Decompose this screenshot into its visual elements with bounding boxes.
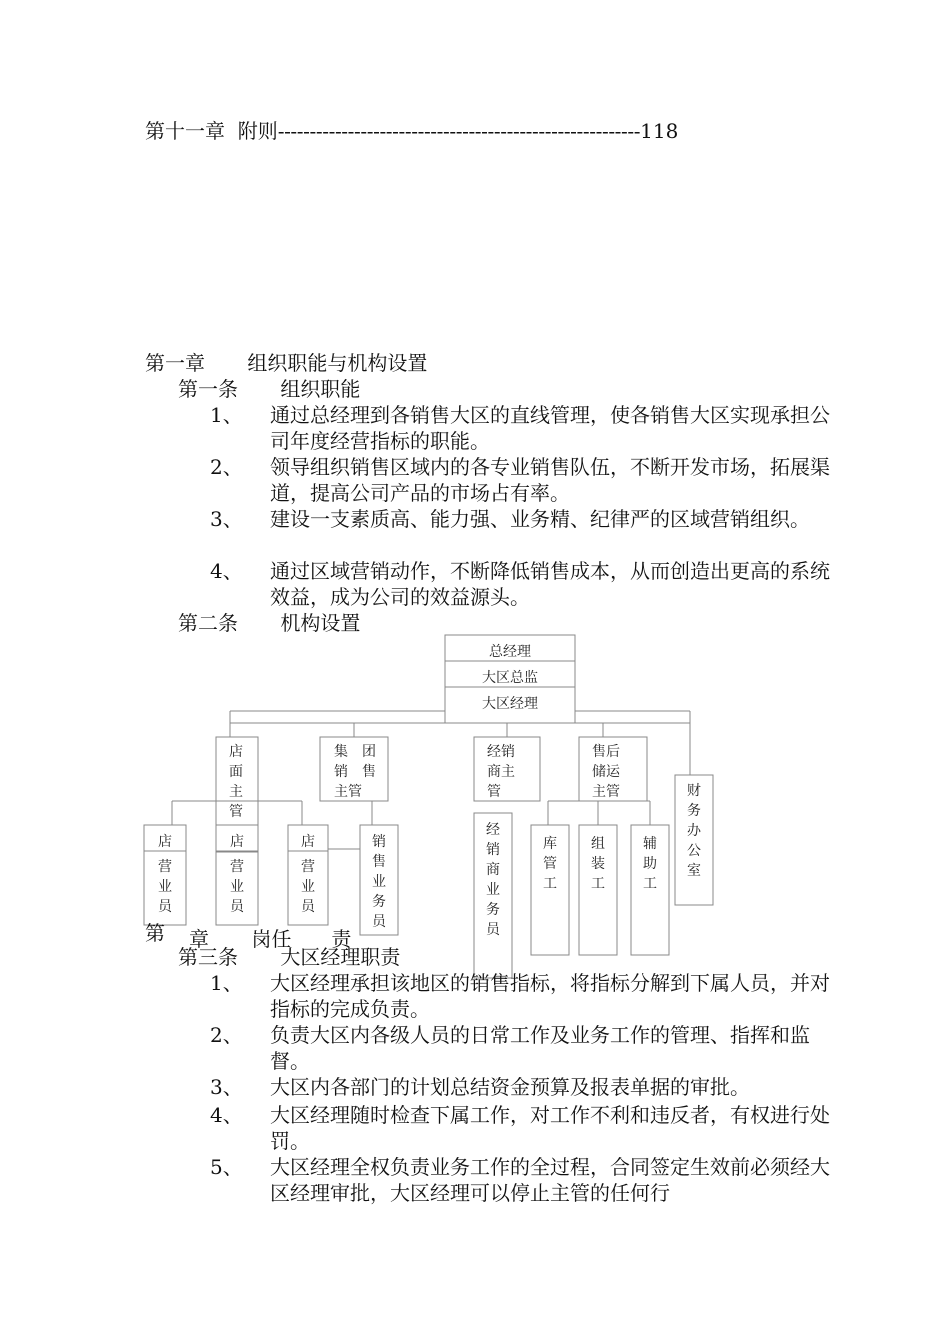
chapter-1-title: 组织职能与机构设置 bbox=[247, 351, 428, 375]
chapter-1-label: 第一章 bbox=[145, 351, 205, 375]
dealer-staff-char: 业 bbox=[486, 882, 500, 898]
box-regional-manager: 大区经理 bbox=[482, 696, 538, 712]
sales-staff-char: 业 bbox=[372, 874, 386, 890]
box-general-manager: 总经理 bbox=[489, 644, 531, 660]
dealer-staff-char: 商 bbox=[486, 862, 500, 878]
article-1-item-4-text: 通过区域营销动作，不断降低销售成本，从而创造出更高的系统效益，成为公司的效益源头。 bbox=[270, 559, 830, 609]
article-3-label: 第三条 bbox=[178, 945, 238, 969]
article-3-item-4-text: 大区经理随时检查下属工作，对工作不利和违反者，有权进行处罚。 bbox=[270, 1103, 830, 1153]
store-staff-char: 员 bbox=[301, 899, 315, 915]
assembler-char: 组 bbox=[591, 836, 605, 852]
group-sales-line: 主管 bbox=[334, 784, 362, 800]
article-1-item-1-text: 通过总经理到各销售大区的直线管理，使各销售大区实现承担公司年度经营指标的职能。 bbox=[270, 403, 830, 453]
toc-chapter: 第十一章 bbox=[145, 119, 225, 143]
store-staff-char: 员 bbox=[230, 899, 244, 915]
finance-char: 财 bbox=[687, 783, 701, 799]
sales-staff-char: 员 bbox=[372, 914, 386, 930]
assembler-char: 装 bbox=[591, 856, 605, 872]
store-staff-char: 员 bbox=[158, 899, 172, 915]
helper-char: 辅 bbox=[643, 836, 657, 852]
article-3-item-1-text: 大区经理承担该地区的销售指标，将指标分解到下属人员，并对指标的完成负责。 bbox=[270, 971, 830, 1021]
warehouse-char: 工 bbox=[543, 876, 557, 892]
dealer-staff-char: 员 bbox=[486, 922, 500, 938]
sales-staff-char: 务 bbox=[372, 894, 386, 910]
article-3-title: 大区经理职责 bbox=[280, 945, 401, 969]
store-staff-top: 店 bbox=[301, 834, 315, 850]
dealer-supervisor-line: 经销 bbox=[487, 744, 515, 760]
chapter-2-title: 岗任 bbox=[251, 927, 292, 951]
finance-char: 务 bbox=[687, 803, 701, 819]
finance-char: 办 bbox=[687, 823, 701, 839]
article-1-item-2-text: 领导组织销售区域内的各专业销售队伍，不断开发市场，拓展渠道，提高公司产品的市场占有率。 bbox=[270, 455, 830, 505]
article-1-item-3-text: 建设一支素质高、能力强、业务精、纪律严的区域营销组织。 bbox=[270, 507, 810, 531]
store-supervisor-char: 主 bbox=[229, 784, 243, 800]
article-3-item-1-number: 1、 bbox=[210, 971, 243, 995]
chapter-2-label-right: 章 bbox=[189, 927, 209, 951]
dealer-supervisor-line: 商主 bbox=[487, 764, 515, 780]
article-2-title: 机构设置 bbox=[280, 611, 361, 635]
dealer-staff-char: 务 bbox=[486, 902, 500, 918]
article-1-item-3-number: 3、 bbox=[210, 507, 243, 531]
article-3-heading bbox=[178, 944, 400, 970]
article-3-item-5-number: 5、 bbox=[210, 1155, 243, 1179]
store-staff-char: 营 bbox=[301, 859, 315, 875]
store-staff-char: 营 bbox=[230, 859, 244, 875]
toc-page: 118 bbox=[640, 119, 679, 143]
toc-leader: --------------------------------------------------------- bbox=[277, 119, 641, 143]
sales-staff-char: 售 bbox=[372, 854, 386, 870]
group-sales-line: 销 售 bbox=[334, 764, 376, 780]
article-1-label: 第一条 bbox=[178, 377, 238, 401]
store-supervisor-char: 面 bbox=[229, 764, 243, 780]
article-3-item-2-text: 负责大区内各级人员的日常工作及业务工作的管理、指挥和监督。 bbox=[270, 1023, 810, 1073]
finance-char: 室 bbox=[687, 863, 701, 879]
article-2-label: 第二条 bbox=[178, 611, 238, 635]
store-supervisor-char: 店 bbox=[229, 744, 243, 760]
store-staff-top: 店 bbox=[230, 834, 244, 850]
article-3-item-3-number: 3、 bbox=[210, 1075, 243, 1099]
article-3-item-5-text: 大区经理全权负责业务工作的全过程，合同签定生效前必须经大区经理审批，大区经理可以停止主管的任何行 bbox=[270, 1155, 830, 1205]
article-1-item-1-number: 1、 bbox=[210, 403, 243, 427]
sales-staff-char: 销 bbox=[372, 834, 386, 850]
group-sales-line: 集 团 bbox=[334, 744, 376, 760]
store-staff-char: 业 bbox=[301, 879, 315, 895]
aftersales-line: 主管 bbox=[592, 784, 620, 800]
article-3-item-3-text: 大区内各部门的计划总结资金预算及报表单据的审批。 bbox=[270, 1075, 750, 1099]
article-3-item-4-number: 4、 bbox=[210, 1103, 243, 1127]
article-1-item-2-number: 2、 bbox=[210, 455, 243, 479]
dealer-staff-char: 销 bbox=[486, 842, 500, 858]
article-3-item-2-number: 2、 bbox=[210, 1023, 243, 1047]
aftersales-line: 售后 bbox=[592, 744, 620, 760]
store-supervisor-char: 管 bbox=[229, 804, 243, 820]
aftersales-line: 储运 bbox=[592, 764, 620, 780]
article-1-item-4-number: 4、 bbox=[210, 559, 243, 583]
dealer-staff-char: 经 bbox=[486, 822, 500, 838]
store-staff-char: 业 bbox=[158, 879, 172, 895]
dealer-supervisor-line: 管 bbox=[487, 784, 501, 800]
assembler-char: 工 bbox=[591, 876, 605, 892]
chapter-2-label-left: 第 bbox=[145, 921, 165, 945]
store-staff-top: 店 bbox=[158, 834, 172, 850]
store-staff-char: 营 bbox=[158, 859, 172, 875]
helper-char: 助 bbox=[643, 856, 657, 872]
toc-title: 附则 bbox=[237, 119, 278, 143]
helper-char: 工 bbox=[643, 876, 657, 892]
box-regional-director: 大区总监 bbox=[482, 670, 538, 686]
article-1-title: 组织职能 bbox=[280, 377, 361, 401]
warehouse-char: 管 bbox=[543, 856, 557, 872]
store-staff-char: 业 bbox=[230, 879, 244, 895]
warehouse-char: 库 bbox=[543, 836, 557, 852]
chapter-2-title-end: 责 bbox=[331, 927, 352, 951]
finance-char: 公 bbox=[687, 843, 701, 859]
